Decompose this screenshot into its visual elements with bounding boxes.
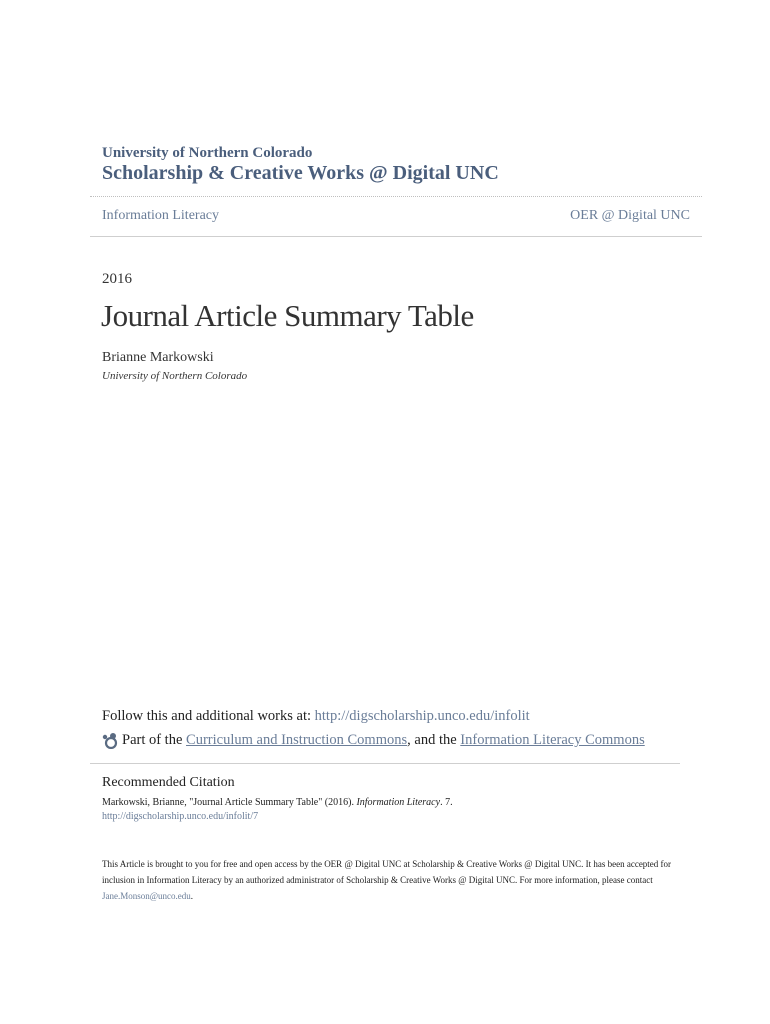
part-of-prefix: Part of the [122, 732, 187, 748]
citation-body: Markowski, Brianne, "Journal Article Summary Table" (2016). [102, 797, 354, 808]
notice-text: This Article is brought to you for free and open access by the OER @ Digital UNC at Scholarship & Creative Works @ Digital UNC. It has been accepted for inclusion in Information Literacy by an authorized administrator of Scholarship & Creative Works @ Digital UNC. For more information, please contact [102, 859, 672, 885]
part-of-middle: , and the [407, 732, 461, 748]
citation-heading: Recommended Citation [102, 775, 235, 790]
network-icon [102, 732, 119, 749]
citation-url-link[interactable]: http://digscholarship.unco.edu/infolit/7 [102, 811, 259, 822]
access-notice [102, 856, 682, 904]
community-link[interactable]: OER @ Digital UNC [570, 208, 690, 223]
follow-label: Follow this and additional works at: [102, 708, 315, 724]
collection-link[interactable]: Information Literacy [102, 208, 220, 223]
contact-email-link[interactable]: Jane.Monson@unco.edu [102, 891, 191, 901]
header-divider [90, 196, 702, 197]
citation-number: . 7. [440, 797, 453, 808]
citation-text [102, 797, 453, 808]
notice-end: . [190, 891, 194, 901]
follow-line [102, 708, 530, 725]
info-literacy-commons-link[interactable]: Information Literacy Commons [460, 732, 645, 748]
curriculum-commons-link[interactable]: Curriculum and Instruction Commons [186, 732, 408, 748]
author-affiliation: University of Northern Colorado [102, 370, 248, 382]
institution-link[interactable]: University of Northern Colorado [102, 145, 313, 161]
repository-link[interactable]: Scholarship & Creative Works @ Digital UNC [102, 162, 499, 184]
nav-divider [90, 236, 702, 237]
publication-year: 2016 [102, 271, 132, 287]
citation-journal: Information Literacy [356, 797, 441, 808]
author-name: Brianne Markowski [102, 350, 214, 365]
follow-url-link[interactable]: http://digscholarship.unco.edu/infolit [314, 708, 530, 724]
citation-divider [90, 763, 680, 764]
article-title: Journal Article Summary Table [101, 298, 474, 333]
part-of-line [102, 732, 645, 749]
